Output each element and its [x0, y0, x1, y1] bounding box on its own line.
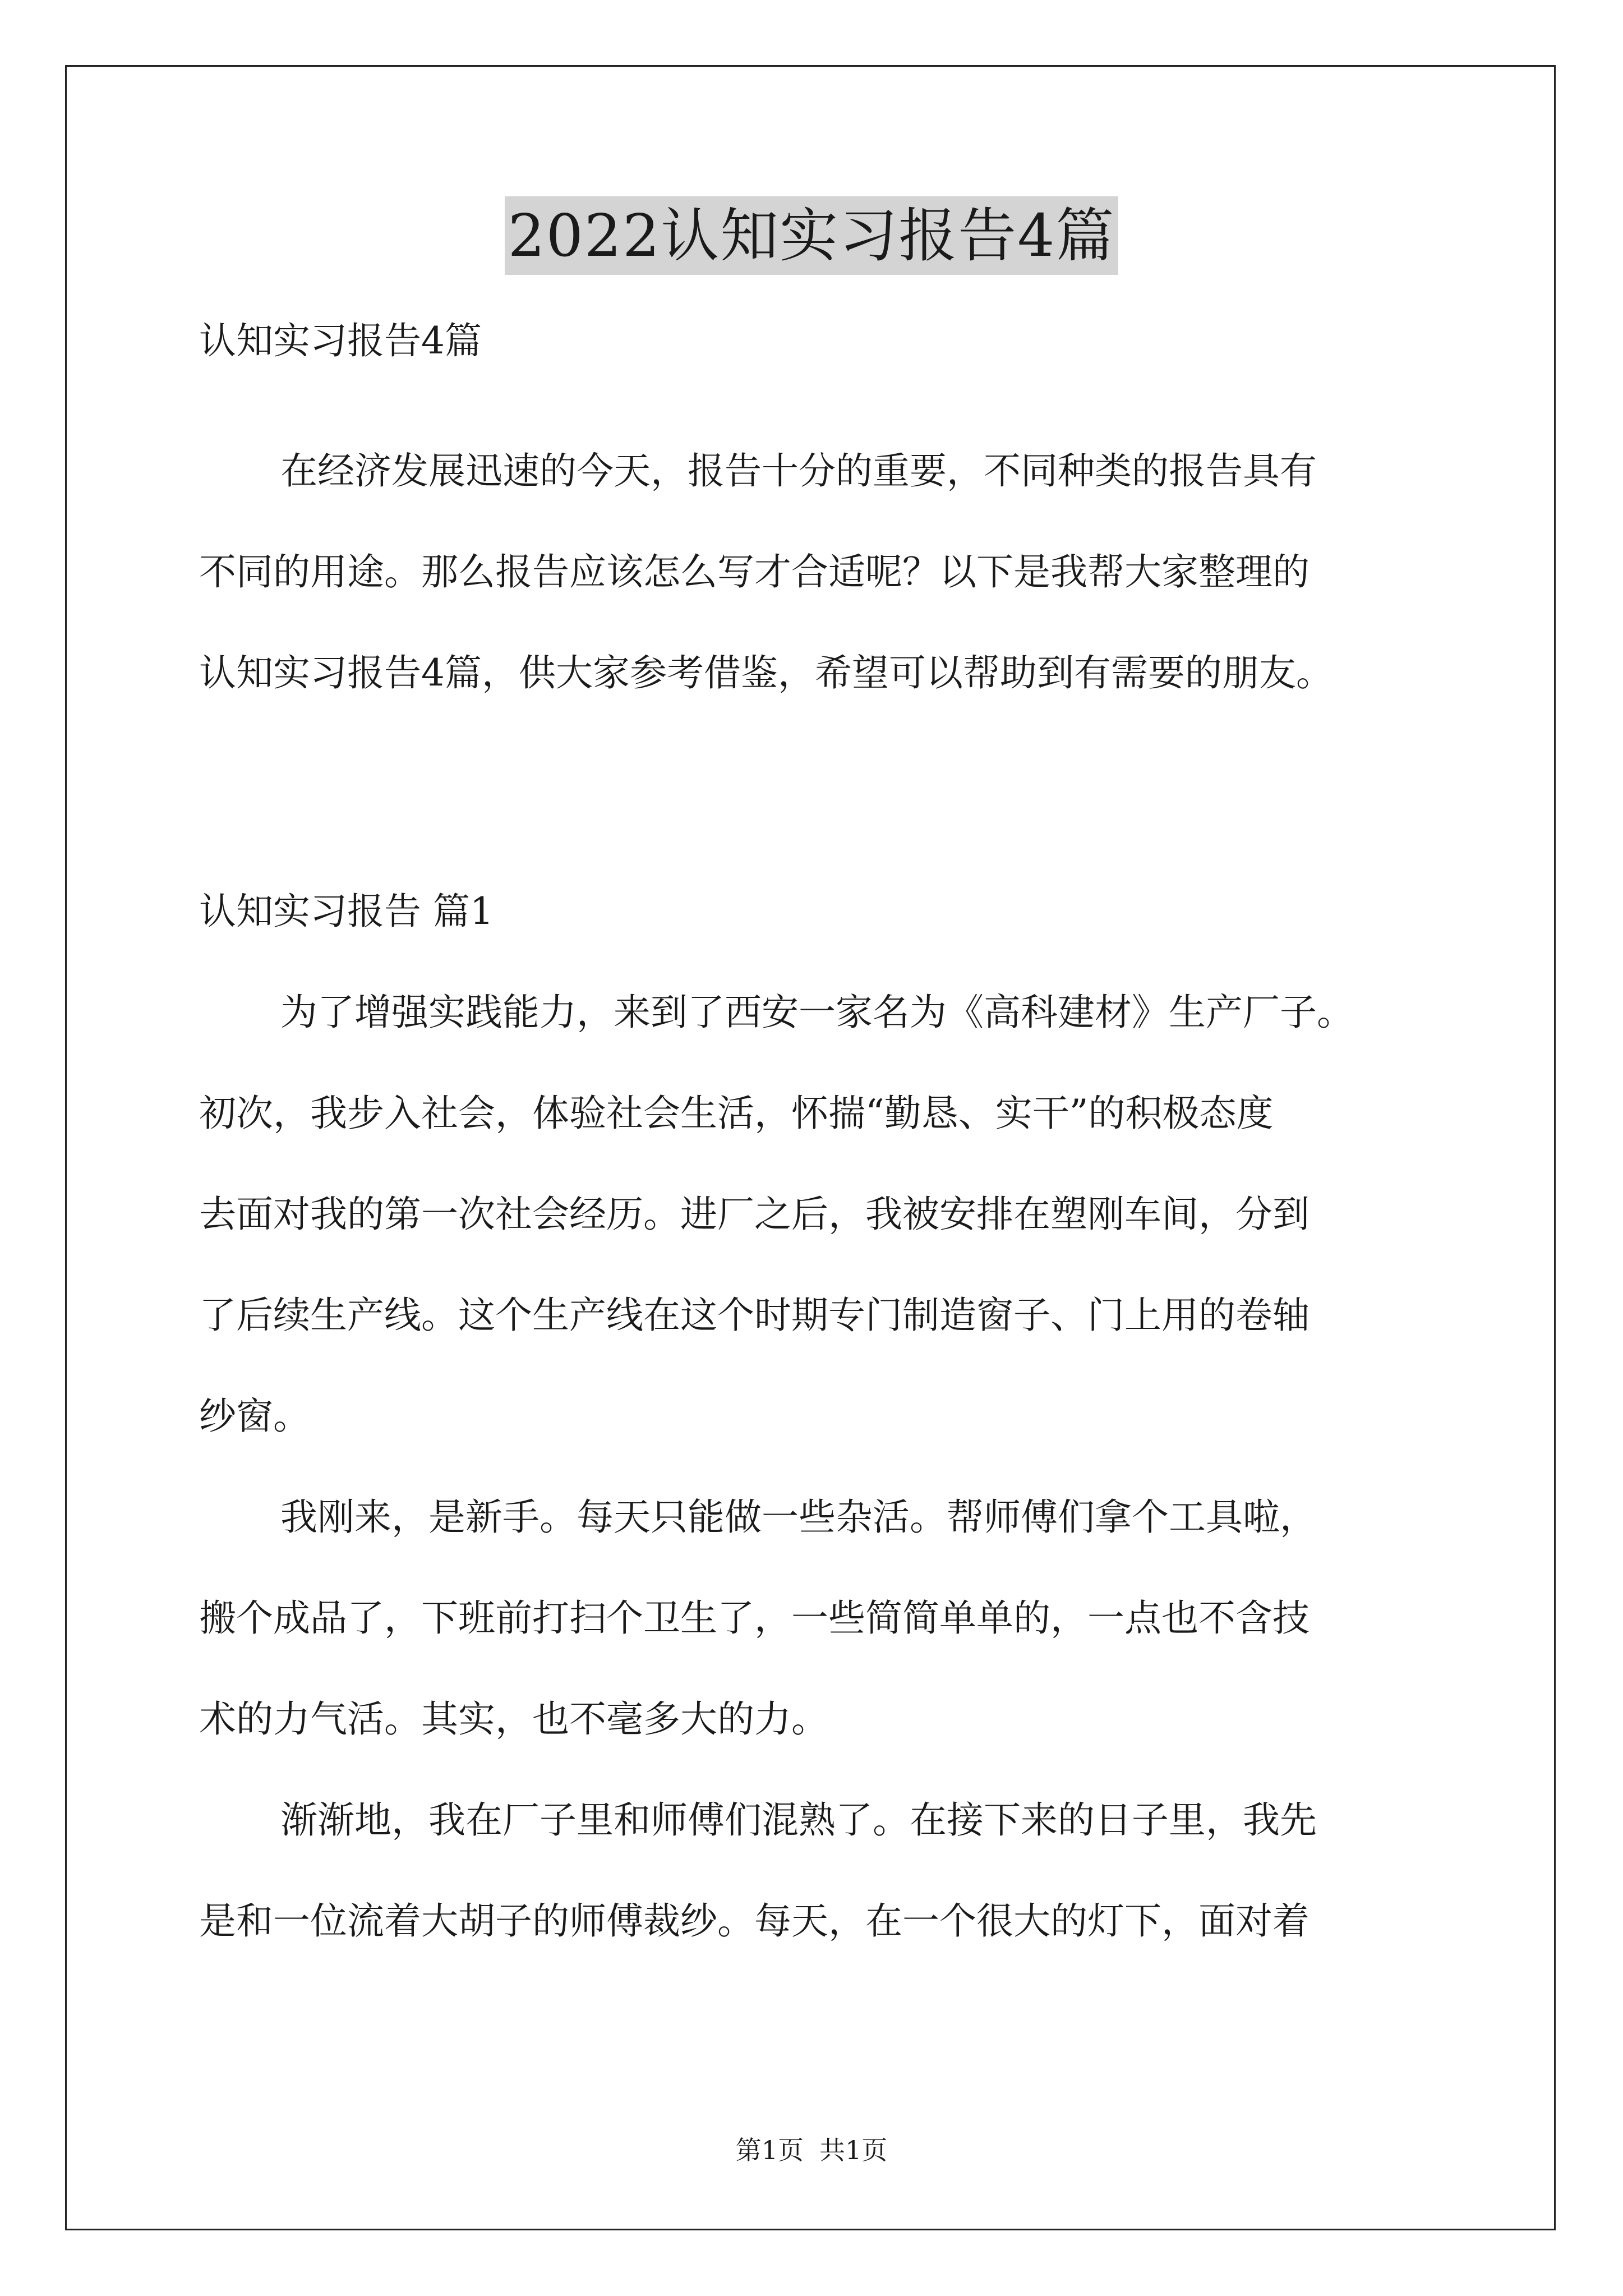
paragraph-line: 了后续生产线。这个生产线在这个时期专门制造窗子、门上用的卷轴: [199, 1294, 1310, 1337]
paragraph-line: 不同的用途。那么报告应该怎么写才合适呢？以下是我帮大家整理的: [199, 550, 1310, 593]
paragraph-line: 是和一位流着大胡子的师傅裁纱。每天，在一个很大的灯下，面对着: [199, 1899, 1310, 1943]
paragraph-line: 为了增强实践能力，来到了西安一家名为《高科建材》生产厂子。: [280, 991, 1354, 1034]
intro-paragraph: [199, 443, 1433, 746]
paragraph-line: 纱窗。: [199, 1395, 310, 1438]
page-number: 第1页: [735, 2135, 804, 2165]
page-footer: [0, 2131, 1623, 2170]
paragraph-line: 渐渐地，我在厂子里和师傅们混熟了。在接下来的日子里，我先: [280, 1798, 1317, 1842]
document-title: 2022认知实习报告4篇: [505, 196, 1119, 275]
paragraph-line: 初次，我步入社会，体验社会生活，怀揣“勤恳、实干”的积极态度: [199, 1092, 1274, 1135]
title-container: [0, 196, 1623, 275]
document-subtitle: 认知实习报告4篇: [199, 319, 482, 362]
paragraph-line: 认知实习报告4篇，供大家参考借鉴，希望可以帮助到有需要的朋友。: [199, 651, 1333, 694]
paragraph-line: 在经济发展迅速的今天，报告十分的重要，不同种类的报告具有: [280, 449, 1317, 493]
paragraph-line: 去面对我的第一次社会经历。进厂之后，我被安排在塑刚车间，分到: [199, 1193, 1310, 1236]
paragraph-line: 我刚来，是新手。每天只能做一些杂活。帮师傅们拿个工具啦，: [280, 1496, 1317, 1539]
body-paragraph: [199, 984, 1433, 1489]
body-paragraph: [199, 1489, 1433, 1792]
paragraph-line: 搬个成品了，下班前打扫个卫生了，一些简简单单的，一点也不含技: [199, 1596, 1310, 1640]
paragraph-line: 术的力气活。其实，也不毫多大的力。: [199, 1697, 828, 1741]
body-paragraph: [199, 1792, 1433, 1994]
section-heading: 认知实习报告 篇1: [199, 890, 494, 933]
page-total: 共1页: [819, 2135, 888, 2165]
